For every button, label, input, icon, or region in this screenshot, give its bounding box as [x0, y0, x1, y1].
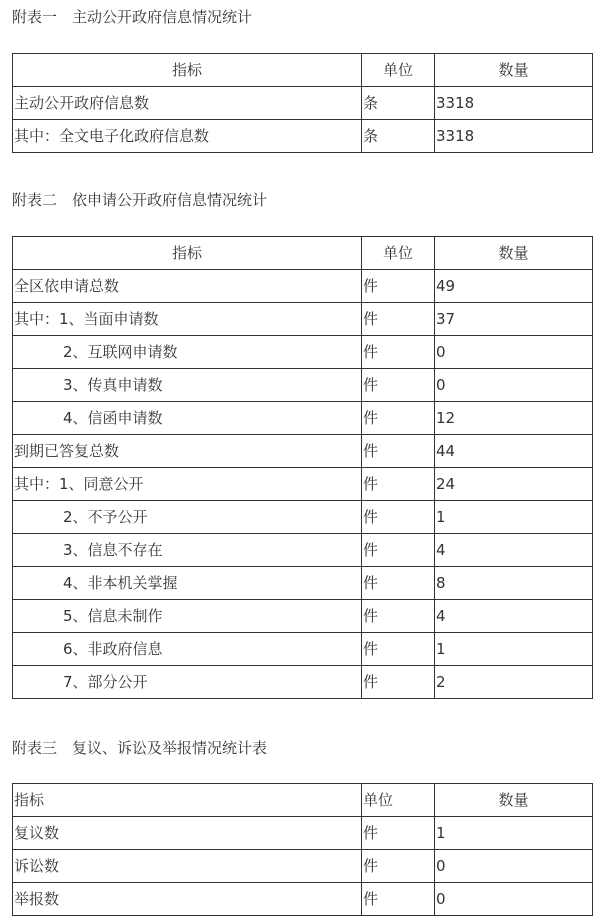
indicator-cell: 6、非政府信息 [13, 633, 362, 666]
table3 [12, 783, 593, 916]
count-cell: 0 [435, 369, 593, 402]
unit-cell: 件 [362, 501, 435, 534]
unit-cell: 条 [362, 87, 435, 120]
table1 [12, 53, 593, 153]
table-row [13, 402, 593, 435]
table-row [13, 633, 593, 666]
table-row [13, 369, 593, 402]
unit-cell: 件 [362, 435, 435, 468]
count-cell: 8 [435, 567, 593, 600]
unit-cell: 件 [362, 600, 435, 633]
count-cell: 12 [435, 402, 593, 435]
unit-cell: 件 [362, 369, 435, 402]
unit-cell: 件 [362, 883, 435, 916]
table2-header-indicator: 指标 [13, 237, 362, 270]
unit-cell: 件 [362, 468, 435, 501]
unit-cell: 件 [362, 534, 435, 567]
count-cell: 3318 [435, 87, 593, 120]
table3-header-row [13, 784, 593, 817]
table1-title: 附表一 主动公开政府信息情况统计 [12, 8, 253, 26]
indicator-cell: 7、部分公开 [13, 666, 362, 699]
count-cell: 24 [435, 468, 593, 501]
unit-cell: 件 [362, 666, 435, 699]
table-row [13, 534, 593, 567]
count-cell: 37 [435, 303, 593, 336]
table1-header-count: 数量 [435, 54, 593, 87]
table3-title: 附表三 复议、诉讼及举报情况统计表 [12, 739, 268, 757]
unit-cell: 件 [362, 303, 435, 336]
count-cell: 4 [435, 534, 593, 567]
table-row [13, 883, 593, 916]
table-row [13, 567, 593, 600]
indicator-cell: 全区依申请总数 [13, 270, 362, 303]
table1-header-row [13, 54, 593, 87]
unit-cell: 件 [362, 817, 435, 850]
count-cell: 44 [435, 435, 593, 468]
table2-header-count: 数量 [435, 237, 593, 270]
table-row [13, 600, 593, 633]
count-cell: 1 [435, 817, 593, 850]
unit-cell: 件 [362, 402, 435, 435]
table-row [13, 120, 593, 153]
table1-header-indicator: 指标 [13, 54, 362, 87]
table-row [13, 501, 593, 534]
indicator-cell: 诉讼数 [13, 850, 362, 883]
count-cell: 0 [435, 883, 593, 916]
indicator-cell: 其中：1、当面申请数 [13, 303, 362, 336]
indicator-cell: 2、不予公开 [13, 501, 362, 534]
table-row [13, 87, 593, 120]
unit-cell: 件 [362, 633, 435, 666]
count-cell: 2 [435, 666, 593, 699]
unit-cell: 件 [362, 336, 435, 369]
table2-title: 附表二 依申请公开政府信息情况统计 [12, 191, 268, 209]
unit-cell: 件 [362, 850, 435, 883]
table-row [13, 270, 593, 303]
indicator-cell: 2、互联网申请数 [13, 336, 362, 369]
indicator-cell: 其中：全文电子化政府信息数 [13, 120, 362, 153]
unit-cell: 件 [362, 270, 435, 303]
count-cell: 0 [435, 336, 593, 369]
count-cell: 3318 [435, 120, 593, 153]
indicator-cell: 4、信函申请数 [13, 402, 362, 435]
count-cell: 1 [435, 501, 593, 534]
count-cell: 4 [435, 600, 593, 633]
table3-header-indicator: 指标 [13, 784, 362, 817]
table-row [13, 435, 593, 468]
table-row [13, 336, 593, 369]
table1-header-unit: 单位 [362, 54, 435, 87]
count-cell: 49 [435, 270, 593, 303]
table2 [12, 236, 593, 699]
indicator-cell: 3、传真申请数 [13, 369, 362, 402]
unit-cell: 件 [362, 567, 435, 600]
indicator-cell: 4、非本机关掌握 [13, 567, 362, 600]
table-row [13, 817, 593, 850]
indicator-cell: 3、信息不存在 [13, 534, 362, 567]
table-row [13, 666, 593, 699]
table3-header-count: 数量 [435, 784, 593, 817]
table3-header-unit: 单位 [362, 784, 435, 817]
count-cell: 0 [435, 850, 593, 883]
indicator-cell: 复议数 [13, 817, 362, 850]
count-cell: 1 [435, 633, 593, 666]
table-row [13, 850, 593, 883]
table2-header-unit: 单位 [362, 237, 435, 270]
indicator-cell: 5、信息未制作 [13, 600, 362, 633]
table-row [13, 303, 593, 336]
indicator-cell: 其中：1、同意公开 [13, 468, 362, 501]
indicator-cell: 到期已答复总数 [13, 435, 362, 468]
table-row [13, 468, 593, 501]
table2-header-row [13, 237, 593, 270]
indicator-cell: 主动公开政府信息数 [13, 87, 362, 120]
unit-cell: 条 [362, 120, 435, 153]
indicator-cell: 举报数 [13, 883, 362, 916]
